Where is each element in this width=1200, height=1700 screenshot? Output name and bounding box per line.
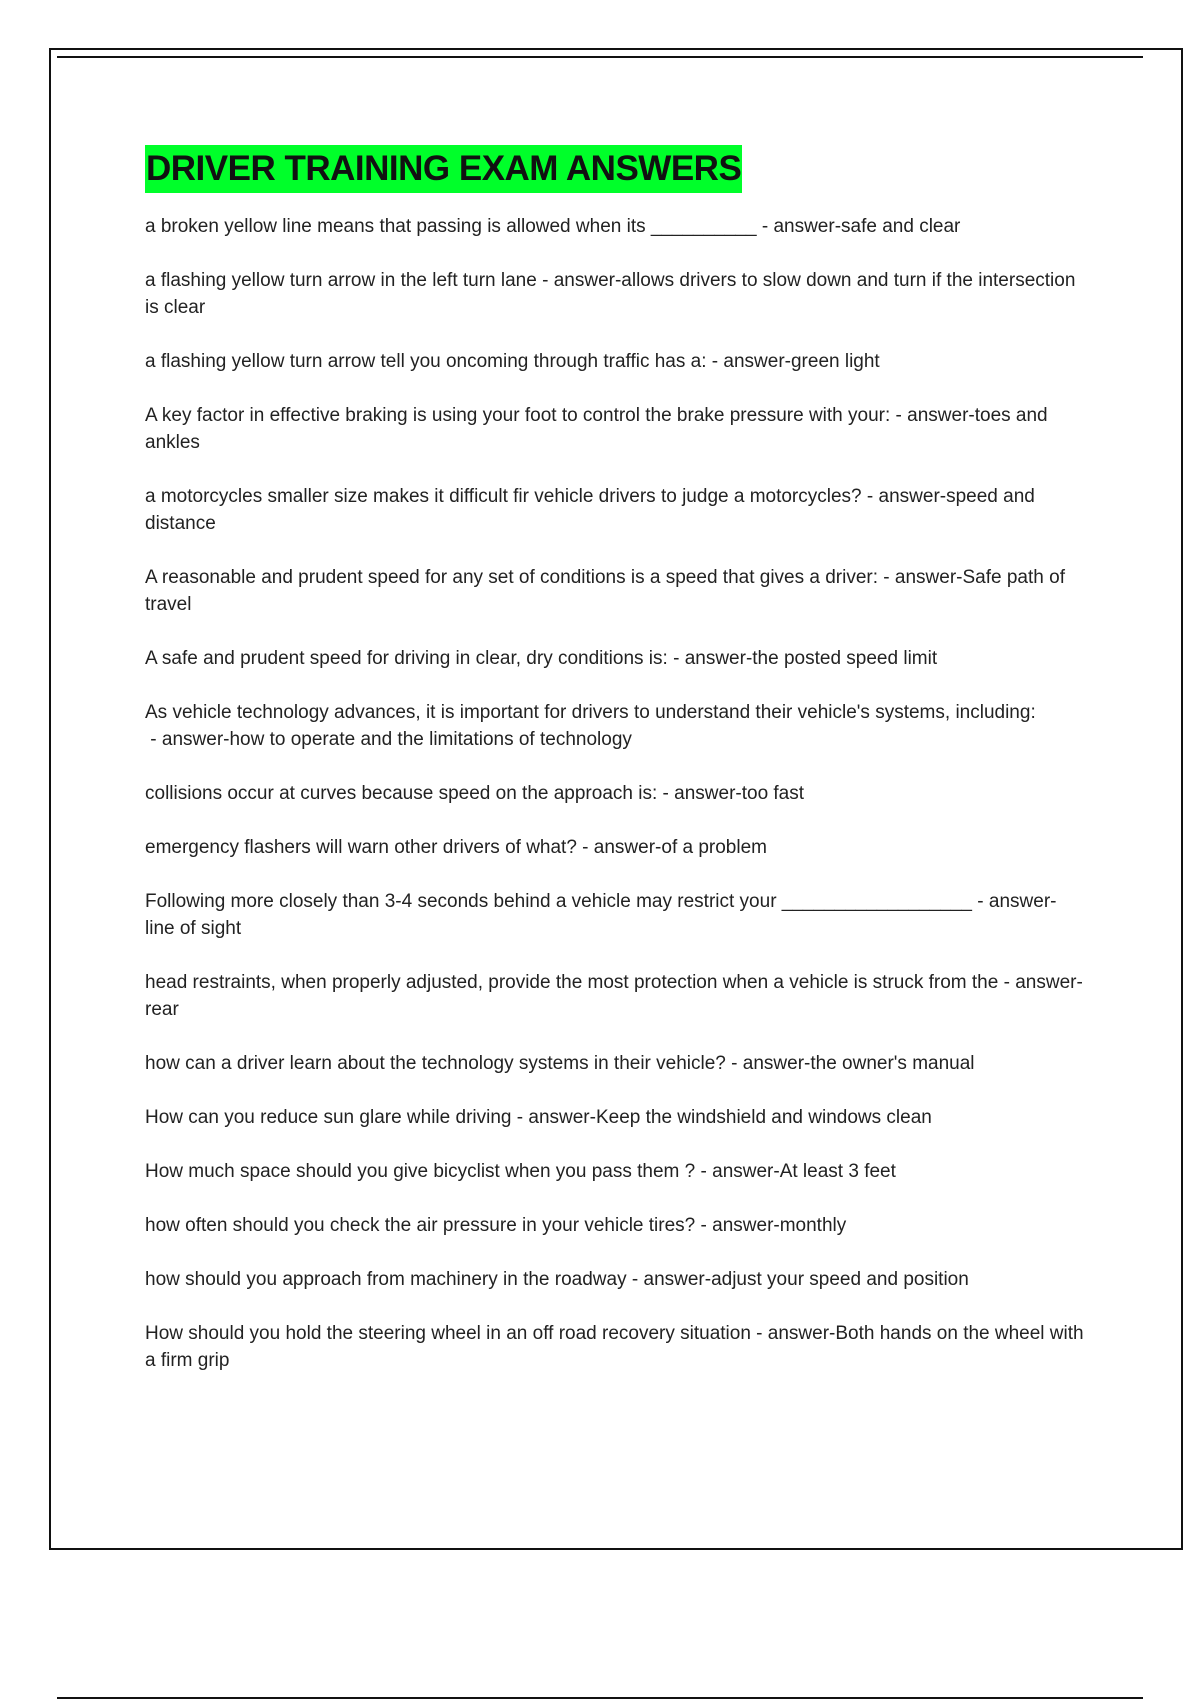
qa-item bbox=[145, 564, 1085, 618]
qa-item bbox=[145, 1320, 1085, 1374]
qa-item bbox=[145, 213, 1085, 240]
answer-text: answer-of a problem bbox=[593, 837, 767, 858]
question-text: Following more closely than 3-4 seconds behind a vehicle may restrict your __________________ bbox=[145, 891, 973, 912]
qa-separator: - bbox=[657, 783, 675, 804]
qa-separator: - bbox=[878, 567, 895, 588]
answer-text: answer-green light bbox=[723, 351, 880, 372]
qa-item bbox=[145, 1266, 1085, 1293]
answer-text: answer-adjust your speed and position bbox=[643, 1269, 969, 1290]
question-text: A safe and prudent speed for driving in clear, dry conditions is: bbox=[145, 648, 668, 669]
qa-item bbox=[145, 1212, 1085, 1239]
qa-separator: - bbox=[695, 1215, 713, 1236]
qa-list bbox=[145, 213, 1085, 1374]
qa-separator: - bbox=[511, 1107, 529, 1128]
answer-text: answer-how to operate and the limitations of technology bbox=[161, 729, 632, 750]
qa-item bbox=[145, 699, 1085, 753]
qa-item bbox=[145, 267, 1085, 321]
answer-text: answer-allows drivers to slow down and turn if the intersection is clear bbox=[145, 270, 1076, 318]
question-text: A key factor in effective braking is using your foot to control the brake pressure with your: bbox=[145, 405, 891, 426]
question-text: how should you approach from machinery in the roadway bbox=[145, 1269, 627, 1290]
question-text: a flashing yellow turn arrow tell you oncoming through traffic has a: bbox=[145, 351, 707, 372]
bottom-rule bbox=[57, 1697, 1143, 1699]
answer-text: answer-Keep the windshield and windows clean bbox=[528, 1107, 932, 1128]
answer-text: answer-Safe path of travel bbox=[145, 567, 1065, 615]
qa-item bbox=[145, 483, 1085, 537]
top-rule bbox=[57, 56, 1143, 58]
answer-text: answer-Both hands on the wheel with a firm grip bbox=[145, 1323, 1084, 1371]
qa-separator: - bbox=[667, 648, 685, 669]
question-text: emergency flashers will warn other drivers of what? bbox=[145, 837, 577, 858]
qa-separator: - bbox=[998, 972, 1016, 993]
answer-text: answer-At least 3 feet bbox=[712, 1161, 896, 1182]
answer-text: answer-the owner's manual bbox=[742, 1053, 975, 1074]
qa-item bbox=[145, 834, 1085, 861]
question-text: A reasonable and prudent speed for any set of conditions is a speed that gives a driver: bbox=[145, 567, 879, 588]
qa-separator: - bbox=[750, 1323, 768, 1344]
qa-separator: - bbox=[890, 405, 908, 426]
qa-item bbox=[145, 402, 1085, 456]
question-text: How should you hold the steering wheel in an off road recovery situation bbox=[145, 1323, 751, 1344]
answer-text: answer-monthly bbox=[712, 1215, 847, 1236]
qa-separator: - bbox=[756, 216, 774, 237]
qa-separator: - bbox=[536, 270, 554, 291]
document-body bbox=[145, 145, 1085, 1401]
qa-item bbox=[145, 1050, 1085, 1077]
qa-item bbox=[145, 888, 1085, 942]
answer-text: answer-the posted speed limit bbox=[684, 648, 938, 669]
answer-text: answer-too fast bbox=[674, 783, 805, 804]
question-text: collisions occur at curves because speed on the approach is: bbox=[145, 783, 658, 804]
qa-separator: - bbox=[695, 1161, 713, 1182]
question-text: a broken yellow line means that passing is allowed when its __________ bbox=[145, 216, 757, 237]
question-text: head restraints, when properly adjusted, provide the most protection when a vehicle is struck from the bbox=[145, 972, 999, 993]
qa-separator: - bbox=[972, 891, 989, 912]
qa-separator: - bbox=[576, 837, 594, 858]
qa-item bbox=[145, 348, 1085, 375]
question-text: how can a driver learn about the technology systems in their vehicle? bbox=[145, 1053, 726, 1074]
qa-item bbox=[145, 780, 1085, 807]
qa-separator: - bbox=[725, 1053, 743, 1074]
question-text: How much space should you give bicyclist when you pass them ? bbox=[145, 1161, 696, 1182]
question-text: a motorcycles smaller size makes it difficult fir vehicle drivers to judge a motorcycles? bbox=[145, 486, 862, 507]
qa-item bbox=[145, 1158, 1085, 1185]
qa-item bbox=[145, 969, 1085, 1023]
question-text: How can you reduce sun glare while driving bbox=[145, 1107, 512, 1128]
qa-separator: - bbox=[706, 351, 724, 372]
qa-separator: - bbox=[145, 729, 162, 750]
qa-separator: - bbox=[626, 1269, 644, 1290]
qa-item bbox=[145, 645, 1085, 672]
answer-text: answer-toes and ankles bbox=[145, 405, 1048, 453]
question-text: As vehicle technology advances, it is important for drivers to understand their vehicle's systems, including: bbox=[145, 702, 1036, 723]
answer-text: answer-safe and clear bbox=[773, 216, 961, 237]
qa-separator: - bbox=[861, 486, 879, 507]
answer-text: answer-speed and distance bbox=[145, 486, 1035, 534]
qa-item bbox=[145, 1104, 1085, 1131]
answer-text: answer-rear bbox=[145, 972, 1083, 1020]
answer-text: answer-line of sight bbox=[145, 891, 1057, 939]
question-text: how often should you check the air pressure in your vehicle tires? bbox=[145, 1215, 696, 1236]
document-title: DRIVER TRAINING EXAM ANSWERS bbox=[145, 145, 742, 193]
question-text: a flashing yellow turn arrow in the left turn lane bbox=[145, 270, 537, 291]
